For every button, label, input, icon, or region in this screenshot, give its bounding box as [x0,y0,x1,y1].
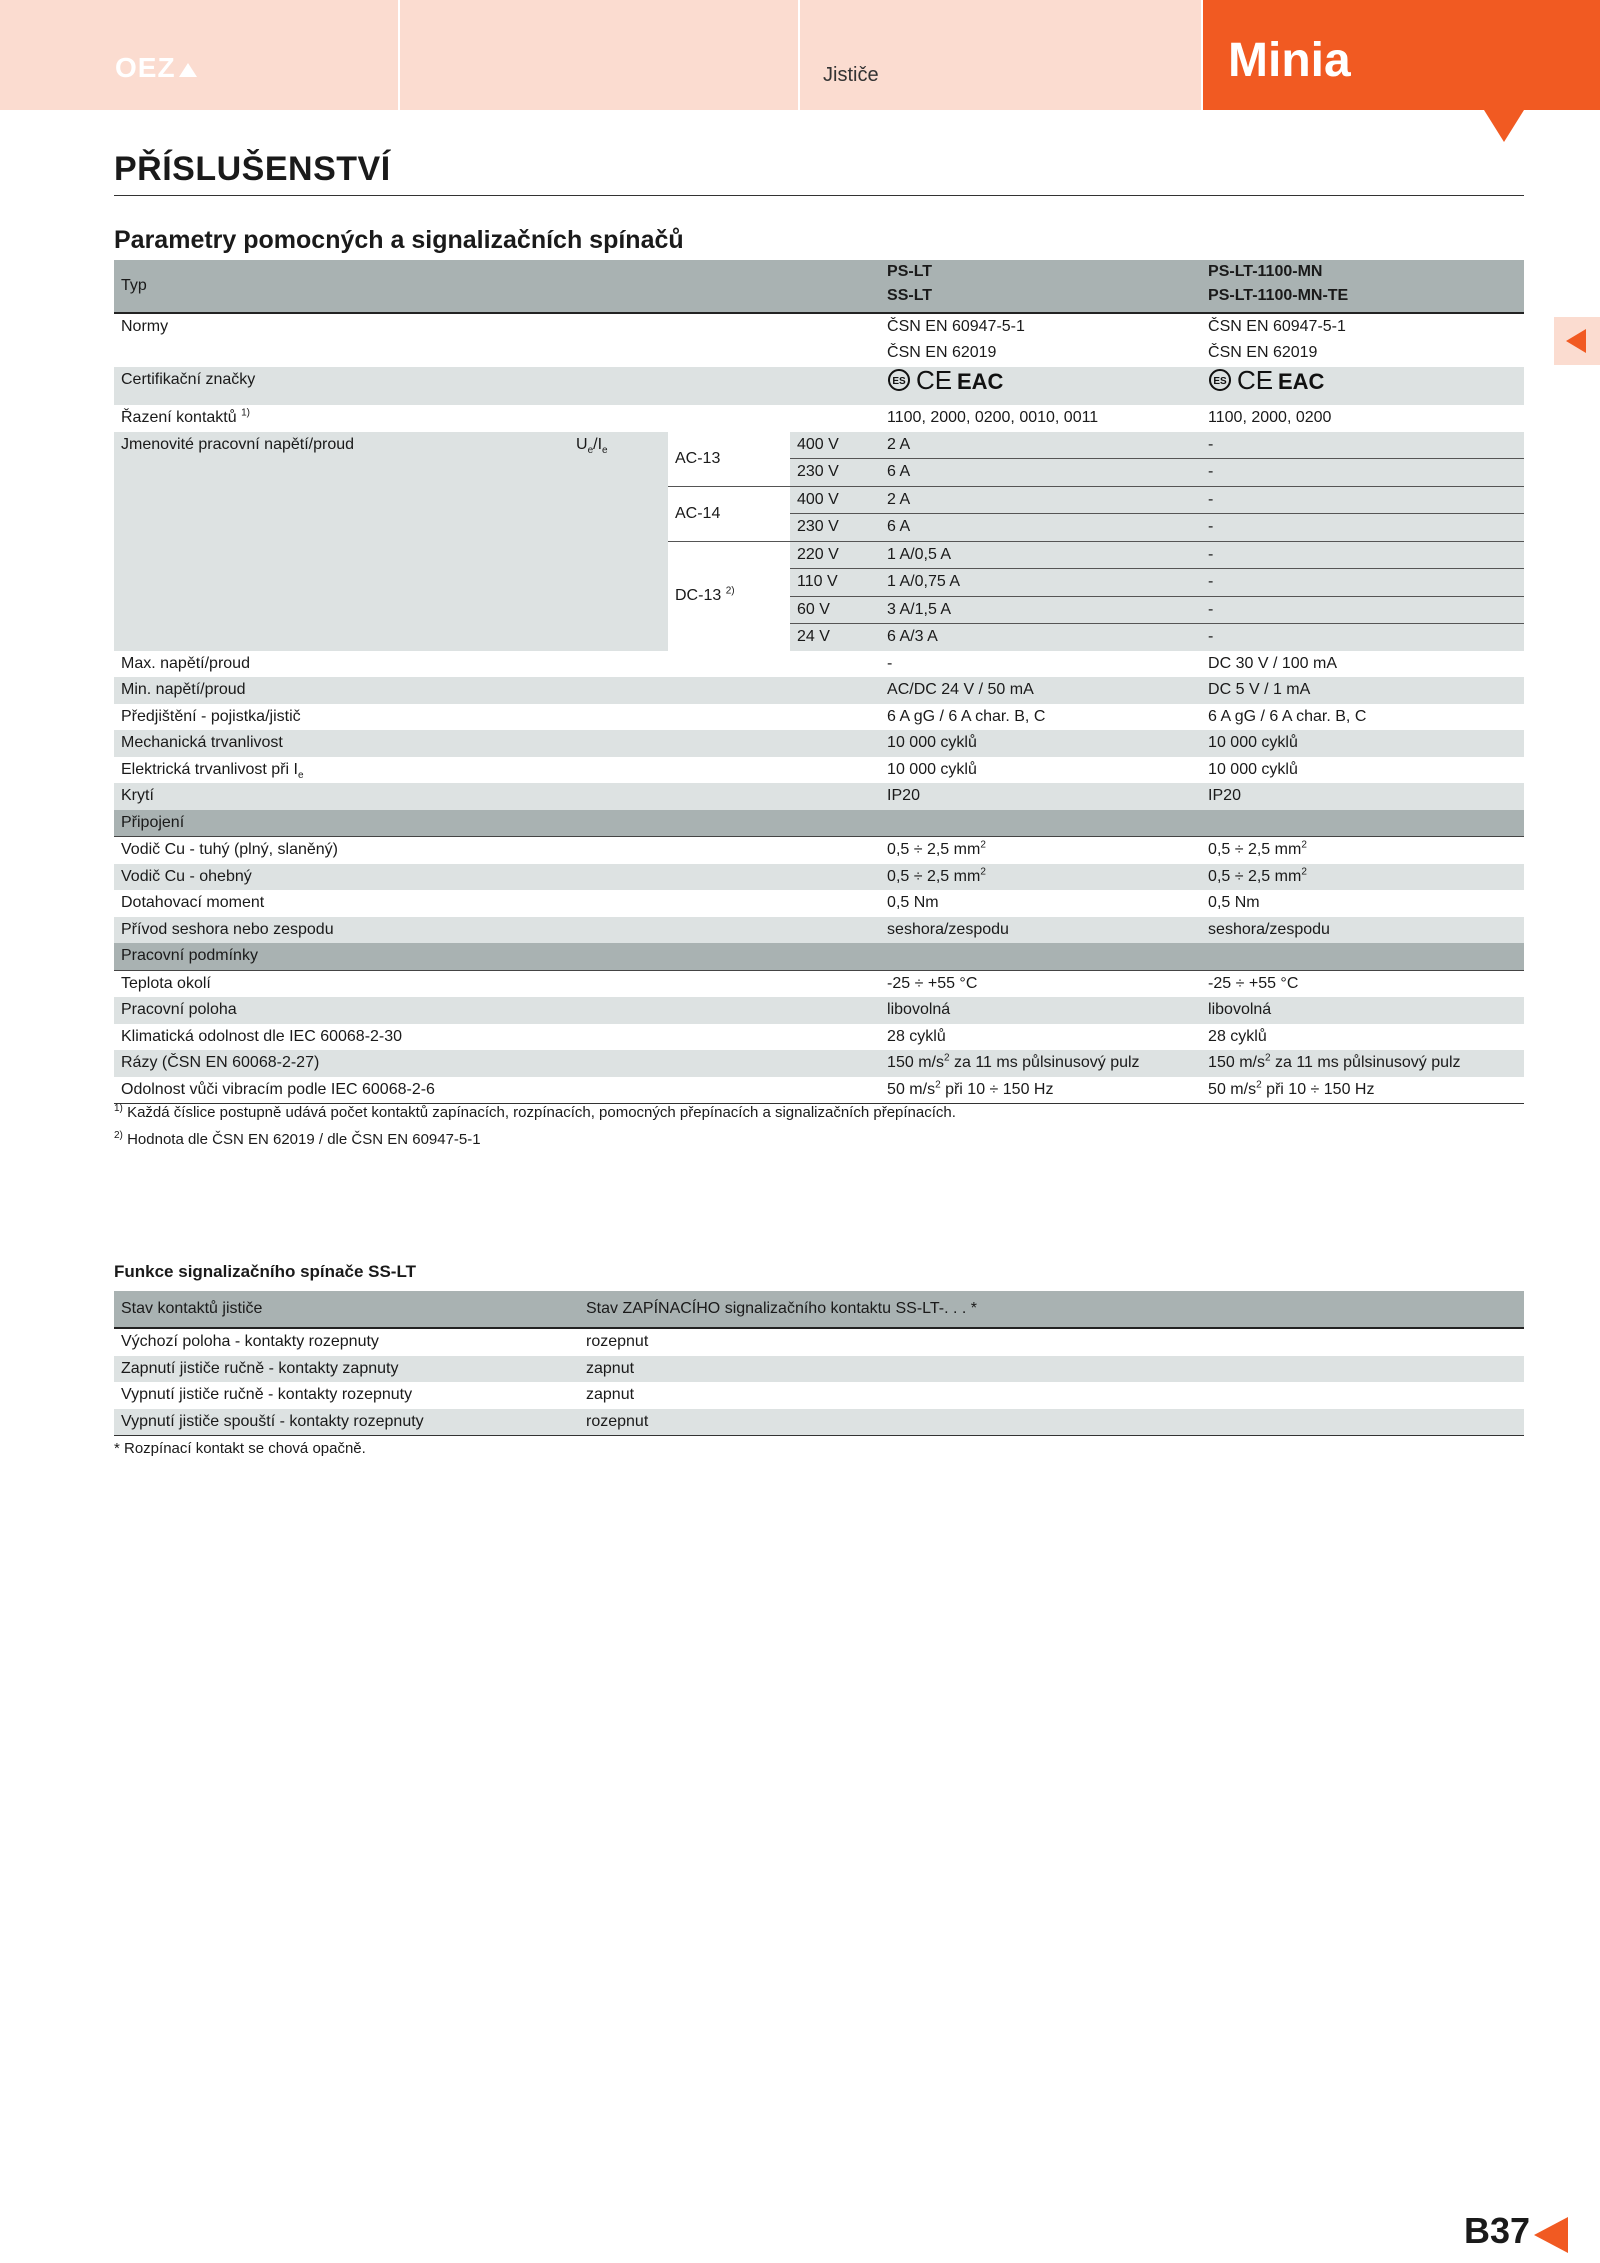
svg-text:ES: ES [1213,376,1227,387]
table-row [114,704,1524,731]
row-value: rozepnut [579,1409,1524,1436]
table-row [114,1382,1524,1409]
voltage: 110 V [790,569,880,597]
ce-mark-icon [916,367,952,393]
table-row [114,1409,1524,1436]
row-value: ČSN EN 60947-5-1 ČSN EN 62019 [1201,313,1524,367]
params-section-title: Parametry pomocných a signalizačních spínačů [114,226,684,254]
voltage: 400 V [790,486,880,514]
section-row-environment [114,943,1524,970]
header-col2: PS-LT-1100-MN PS-LT-1100-MN-TE [1201,260,1524,313]
row-value: 50 $m/s^2$ při 10 ÷ 150 Hz [1201,1077,1524,1104]
row-label: Max. napětí/proud [114,651,880,678]
svg-text:EAC: EAC [957,369,1004,394]
row-value: 50 $m/s^2$ při 10 ÷ 150 Hz [880,1077,1201,1104]
row-label: Klimatická odolnost dle IEC 60068-2-30 [114,1024,880,1051]
table-row [114,1077,1524,1104]
eac-mark-icon [1278,367,1325,394]
es-mark-icon [887,368,911,392]
row-value: libovolná [1201,997,1524,1024]
value: 3 A/1,5 A [880,596,1201,624]
table-row [114,997,1524,1024]
row-value: 6 A gG / 6 A char. B, C [1201,704,1524,731]
table-row [114,730,1524,757]
table-row [114,970,1524,997]
table-row [114,757,1524,784]
table-row [114,1024,1524,1051]
value: - [1201,569,1524,597]
row-label: Vodič Cu - ohebný [114,864,880,891]
table-row [114,405,1524,432]
funcs-section-title: Funkce signalizačního spínače SS-LT [114,1262,416,1281]
row-value: 28 cyklů [880,1024,1201,1051]
table-row [114,313,1524,367]
row-label: Teplota okolí [114,970,880,997]
row-label: Elektrická trvanlivost při $I_e$ [114,757,880,784]
row-label: Výchozí poloha - kontakty rozepnuty [121,1333,379,1351]
logo-triangle-icon [179,63,197,77]
row-label: Pracovní poloha [114,997,880,1024]
table-row [114,890,1524,917]
section-label: Připojení [114,810,1524,837]
row-value: zapnut [586,1386,635,1404]
row-label: Certifikační značky [114,367,880,405]
category-label: AC-14 [668,486,790,541]
svg-text:ES: ES [892,376,906,387]
value: 2 A [880,486,1201,514]
value: 1 A/0,5 A [880,541,1201,569]
value: 6 A [880,459,1201,487]
row-value: - [880,651,1201,678]
row-value: 1100, 2000, 0200 [1201,405,1524,432]
value: - [1201,486,1524,514]
row-value: zapnut [579,1356,1524,1383]
row-label: Dotahovací moment [114,890,880,917]
table-row [114,1356,1524,1383]
value: - [1201,596,1524,624]
row-value: 0,5 Nm [1201,890,1524,917]
row-value: libovolná [880,997,1201,1024]
params-table [114,260,1524,1104]
row-value: -25 ÷ +55 °C [880,970,1201,997]
section-row-connection [114,810,1524,837]
row-value: DC 5 V / 1 mA [1201,677,1524,704]
table-header-row [114,1291,1524,1328]
row-label: Odolnost vůči vibracím podle IEC 60068-2-6 [114,1077,880,1104]
row-value: 28 cyklů [1201,1024,1524,1051]
value: 1 A/0,75 A [880,569,1201,597]
row-value: rozepnut [586,1333,649,1351]
table-header-row [114,260,1524,313]
svg-text:CE: CE [916,365,953,395]
row-label: Vypnutí jističe ručně - kontakty rozepnuty [121,1386,413,1404]
category-label: AC-13 [668,432,790,487]
arrow-left-icon [1566,329,1586,353]
footnote-2: $^{2)}$ Hodnota dle ČSN EN 62019 / dle ČSN EN 60947-5-1 [114,1130,481,1148]
row-value: IP20 [880,783,1201,810]
row-label: Rázy (ČSN EN 60068-2-27) [114,1050,880,1077]
row-value: 0,5 ÷ 2,5 $mm^2$ [1201,837,1524,864]
row-label: Řazení kontaktů $^{1)}$ [114,405,880,432]
row-label: Vypnutí jističe spouští - kontakty rozepnuty [114,1409,579,1436]
rated-symbol: $U_e/I_e$ [569,432,668,651]
value: - [1201,624,1524,651]
row-label: Jmenovité pracovní napětí/proud [114,432,569,651]
oez-logo: OEZ [115,52,197,84]
cert-marks [1201,367,1524,405]
header-col2: Stav ZAPÍNACÍHO signalizačního kontaktu SS-LT-. . . * [579,1291,1524,1328]
row-value: 10 000 cyklů [1201,757,1524,784]
eac-mark-icon [957,367,1004,394]
row-value: 10 000 cyklů [880,730,1201,757]
row-label: Zapnutí jističe ručně - kontakty zapnuty [114,1356,579,1383]
row-value: 6 A gG / 6 A char. B, C [880,704,1201,731]
voltage: 220 V [790,541,880,569]
svg-text:EAC: EAC [1278,369,1325,394]
value: - [1201,541,1524,569]
svg-text:CE: CE [1237,365,1274,395]
header-segment [800,0,1201,110]
table-row [114,432,1524,459]
row-value: 0,5 ÷ 2,5 $mm^2$ [1201,864,1524,891]
table-row [114,1328,1524,1356]
row-value: IP20 [1201,783,1524,810]
page-number: B37 [1464,2210,1531,2251]
brand-tab-pointer [1484,110,1524,142]
table-row [114,783,1524,810]
category-label: DC-13 $^{2)}$ [668,541,790,651]
page-title: PŘÍSLUŠENSTVÍ [114,150,391,188]
section-name: Jističe [823,64,879,86]
table-row [114,651,1524,678]
table-row [114,677,1524,704]
row-value: seshora/zespodu [1201,917,1524,944]
voltage: 24 V [790,624,880,651]
ce-mark-icon [1237,367,1273,393]
header-col1: Stav kontaktů jističe [114,1291,579,1328]
cert-marks [880,367,1201,405]
page-header [0,0,1600,110]
row-label: Přívod seshora nebo zespodu [114,917,880,944]
header-col1: PS-LT SS-LT [880,260,1201,313]
header-segment [400,0,798,110]
row-value: -25 ÷ +55 °C [1201,970,1524,997]
es-mark-icon [1208,368,1232,392]
value: 6 A [880,514,1201,542]
row-value: 0,5 Nm [880,890,1201,917]
row-value: seshora/zespodu [880,917,1201,944]
header-label: Typ [114,260,880,313]
voltage: 400 V [790,432,880,459]
funcs-note: * Rozpínací kontakt se chová opačně. [114,1440,366,1457]
value: - [1201,459,1524,487]
row-value: 0,5 ÷ 2,5 $mm^2$ [880,837,1201,864]
brand-name: Minia [1228,34,1351,87]
row-label: Normy [114,313,880,367]
row-label: Mechanická trvanlivost [114,730,880,757]
funcs-table [114,1291,1524,1436]
row-value: AC/DC 24 V / 50 mA [880,677,1201,704]
table-row [114,864,1524,891]
voltage: 60 V [790,596,880,624]
voltage: 230 V [790,459,880,487]
row-value: ČSN EN 60947-5-1 ČSN EN 62019 [880,313,1201,367]
footnote-1: $^{1)}$ Každá číslice postupně udává počet kontaktů zapínacích, rozpínacích, pomocných přepínacích a signalizačních přepínacích. [114,1103,956,1121]
brand-tab [1203,0,1600,110]
row-value: 10 000 cyklů [1201,730,1524,757]
row-label: Předjištění - pojistka/jistič [114,704,880,731]
value: 6 A/3 A [880,624,1201,651]
value: - [1201,514,1524,542]
row-value: 0,5 ÷ 2,5 $mm^2$ [880,864,1201,891]
voltage: 230 V [790,514,880,542]
table-row [114,1050,1524,1077]
table-row [114,837,1524,864]
row-label: Vodič Cu - tuhý (plný, slaněný) [114,837,880,864]
row-label: Krytí [114,783,880,810]
row-value: DC 30 V / 100 mA [1201,651,1524,678]
row-value: 1100, 2000, 0200, 0010, 0011 [880,405,1201,432]
table-row [114,917,1524,944]
row-label: Min. napětí/proud [114,677,880,704]
header-segment [0,0,398,110]
value: 2 A [880,432,1201,459]
table-row [114,367,1524,405]
row-value: 10 000 cyklů [880,757,1201,784]
value: - [1201,432,1524,459]
row-value: 150 $m/s^2$ za 11 ms půlsinusový pulz [1201,1050,1524,1077]
section-label: Pracovní podmínky [114,943,1524,970]
side-tab[interactable] [1554,317,1600,365]
row-value: 150 $m/s^2$ za 11 ms půlsinusový pulz [880,1050,1201,1077]
title-divider [114,195,1524,196]
arrow-left-icon [1534,2217,1568,2253]
